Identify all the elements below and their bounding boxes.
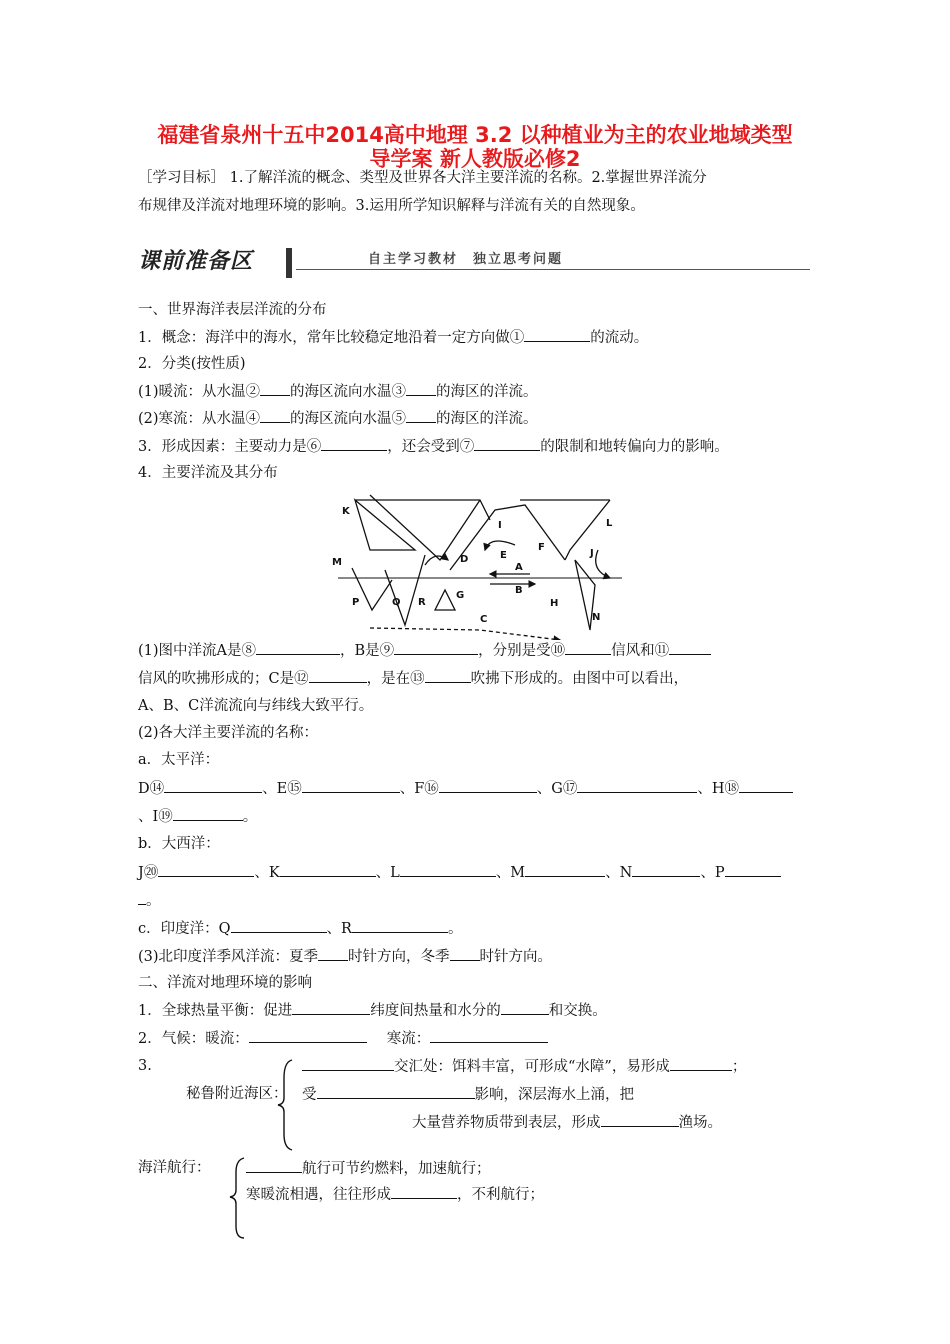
map-label-p: P bbox=[352, 597, 360, 608]
blank-15[interactable] bbox=[302, 778, 400, 793]
map-label-n: N bbox=[592, 612, 601, 623]
pacific-end: 。 bbox=[242, 809, 258, 825]
s2q1-text-c: 和交换。 bbox=[548, 1003, 607, 1019]
pacific-currents-row bbox=[138, 778, 793, 799]
south-mid bbox=[385, 555, 425, 625]
p4-names: (2)各大洋主要洋流的名称： bbox=[138, 725, 319, 741]
pacific-h: 、H⑱ bbox=[697, 781, 740, 797]
peru2-text-a: 受 bbox=[302, 1087, 317, 1103]
blank-22[interactable] bbox=[400, 862, 496, 877]
blank-24[interactable] bbox=[632, 862, 700, 877]
atlantic-currents-row-2 bbox=[138, 890, 161, 911]
blank-8[interactable] bbox=[256, 640, 340, 655]
s2q2-text-a: 2．气候：暖流： bbox=[138, 1031, 249, 1047]
peru1-text-a: 交汇处：饵料丰富，可形成“水障”，易形成 bbox=[394, 1059, 670, 1075]
section1-heading: 一、世界海洋表层洋流的分布 bbox=[138, 302, 327, 318]
p2-text-a: 信风的吹拂形成的；C是⑫ bbox=[138, 671, 309, 687]
s2q1-text-a: 1．全球热量平衡：促进 bbox=[138, 1003, 293, 1019]
pacific-e: 、E⑮ bbox=[262, 781, 302, 797]
cold-text-a: (2)寒流：从水温④ bbox=[138, 411, 261, 427]
p1-text-b: ，B是⑨ bbox=[340, 643, 395, 659]
objectives-line-1: ［学习目标］ 1.了解洋流的概念、类型及世界各大洋主要洋流的名称。2.掌握世界洋流分 bbox=[138, 170, 707, 186]
q3-factors bbox=[138, 436, 729, 457]
current-c-arrow bbox=[370, 628, 560, 640]
atlantic-p: 、P bbox=[700, 865, 725, 881]
p2-current-c bbox=[138, 668, 688, 689]
current-e-arrow bbox=[485, 541, 515, 550]
ocean-current-diagram bbox=[330, 490, 630, 640]
blank-35[interactable] bbox=[302, 1056, 394, 1071]
blank-21[interactable] bbox=[280, 862, 376, 877]
indian-q: c．印度洋：Q bbox=[138, 921, 231, 937]
q1-text-b: 的流动。 bbox=[590, 330, 649, 346]
p3-parallel: A、B、C洋流流向与纬线大致平行。 bbox=[138, 698, 374, 714]
map-label-b: B bbox=[515, 585, 523, 596]
peru3-text-b: 渔场。 bbox=[678, 1115, 722, 1131]
right-curve bbox=[596, 550, 610, 578]
blank-20[interactable] bbox=[158, 862, 254, 877]
document-subtitle: 导学案 新人教版必修2 bbox=[369, 147, 581, 171]
map-label-l: L bbox=[606, 518, 613, 529]
atlantic-m: 、M bbox=[495, 865, 526, 881]
navigation-brace bbox=[228, 1156, 248, 1240]
blank-4[interactable] bbox=[260, 408, 290, 423]
map-label-h: H bbox=[550, 598, 559, 609]
map-label-a: A bbox=[515, 562, 523, 573]
warm-text-a: (1)暖流：从水温② bbox=[138, 384, 261, 400]
q2-cold-current bbox=[138, 408, 538, 429]
blank-37[interactable] bbox=[317, 1084, 475, 1099]
q3-text-a: 3．形成因素：主要动力是⑥ bbox=[138, 439, 322, 455]
banner-subtitle: 自主学习教材 独立思考问题 bbox=[368, 252, 564, 267]
monsoon-text-a: (3)北印度洋季风洋流：夏季 bbox=[138, 949, 319, 965]
banner-bar bbox=[286, 248, 292, 278]
s2-q3-number: 3. bbox=[138, 1058, 152, 1074]
peru1-text-b: ； bbox=[731, 1059, 747, 1075]
blank-23[interactable] bbox=[525, 862, 605, 877]
q3-text-c: 的限制和地转偏向力的影响。 bbox=[540, 439, 729, 455]
left-gyre bbox=[355, 500, 415, 550]
blank-5[interactable] bbox=[406, 408, 436, 423]
peru-line-3 bbox=[412, 1112, 722, 1133]
q1-text-a: 1．概念：海洋中的海水，常年比较稳定地沿着一定方向做① bbox=[138, 330, 525, 346]
blank-32[interactable] bbox=[501, 1000, 549, 1015]
blank-33[interactable] bbox=[249, 1028, 367, 1043]
atlantic-end: 。 bbox=[146, 893, 161, 909]
navigation-line-2 bbox=[246, 1184, 544, 1205]
s2-q1-heat bbox=[138, 1000, 607, 1021]
atlantic-j: J⑳ bbox=[138, 865, 159, 881]
p1-text-a: (1)图中洋流A是⑧ bbox=[138, 643, 257, 659]
pacific-i: 、I⑲ bbox=[138, 809, 173, 825]
right-edge bbox=[565, 500, 610, 560]
atlantic-currents-row bbox=[138, 862, 781, 883]
peru-line-2 bbox=[302, 1084, 634, 1105]
atlantic-label: b．大西洋： bbox=[138, 836, 220, 852]
s2q1-text-b: 纬度间热量和水分的 bbox=[370, 1003, 501, 1019]
q4-heading: 4．主要洋流及其分布 bbox=[138, 465, 278, 481]
map-label-q: Q bbox=[392, 597, 401, 608]
blank-17[interactable] bbox=[577, 778, 697, 793]
atlantic-k: 、K bbox=[254, 865, 280, 881]
monsoon-text-c: 时针方向。 bbox=[479, 949, 553, 965]
monsoon-currents bbox=[138, 946, 552, 967]
map-label-c: C bbox=[480, 614, 488, 625]
indian-currents-row bbox=[138, 918, 462, 939]
pacific-label: a．太平洋： bbox=[138, 752, 220, 768]
blank-10[interactable] bbox=[565, 640, 611, 655]
s2q2-text-b: 寒流： bbox=[386, 1031, 431, 1047]
blank-34[interactable] bbox=[430, 1028, 548, 1043]
blank-1[interactable] bbox=[524, 327, 590, 342]
blank-13[interactable] bbox=[425, 668, 471, 683]
q2-classification: 2．分类(按性质) bbox=[138, 356, 246, 372]
blank-39[interactable] bbox=[246, 1158, 302, 1173]
nav1-text: 航行可节约燃料，加速航行； bbox=[302, 1161, 491, 1177]
map-label-e: E bbox=[500, 550, 507, 561]
blank-2[interactable] bbox=[260, 381, 290, 396]
blank-19[interactable] bbox=[173, 806, 243, 821]
pacific-f: 、F⑯ bbox=[399, 781, 439, 797]
pacific-currents-row-2 bbox=[138, 806, 257, 827]
q1-concept bbox=[138, 327, 648, 348]
blank-6[interactable] bbox=[321, 436, 387, 451]
blank-11[interactable] bbox=[669, 640, 711, 655]
section2-heading: 二、洋流对地理环境的影响 bbox=[138, 975, 312, 991]
blank-30[interactable] bbox=[450, 946, 480, 961]
blank-12[interactable] bbox=[309, 668, 367, 683]
blank-29[interactable] bbox=[318, 946, 348, 961]
cold-text-c: 的海区的洋流。 bbox=[436, 411, 538, 427]
blank-7[interactable] bbox=[474, 436, 540, 451]
map-label-i: I bbox=[498, 520, 502, 531]
p1-text-c: ，分别是受⑩ bbox=[478, 643, 566, 659]
small-tri bbox=[435, 590, 455, 610]
atlantic-n: 、N bbox=[605, 865, 633, 881]
blank-36[interactable] bbox=[670, 1056, 732, 1071]
p2-text-c: 吹拂下形成的。由图中可以看出， bbox=[470, 671, 689, 687]
map-label-r: R bbox=[418, 597, 426, 608]
p2-text-b: ，是在⑬ bbox=[366, 671, 425, 687]
map-label-k: K bbox=[342, 506, 350, 517]
blank-38[interactable] bbox=[601, 1112, 679, 1127]
blank-27[interactable] bbox=[231, 918, 327, 933]
blank-16[interactable] bbox=[439, 778, 537, 793]
warm-text-b: 的海区流向水温③ bbox=[290, 384, 407, 400]
navigation-label: 海洋航行： bbox=[138, 1160, 211, 1176]
peru3-text-a: 大量营养物质带到表层，形成 bbox=[412, 1115, 601, 1131]
peru-brace bbox=[276, 1058, 296, 1152]
nav2-text-b: ，不利航行； bbox=[457, 1187, 544, 1203]
blank-28[interactable] bbox=[352, 918, 448, 933]
objectives-line-2: 布规律及洋流对地理环境的影响。3.运用所学知识解释与洋流有关的自然现象。 bbox=[138, 198, 645, 214]
banner-title: 课前准备区 bbox=[138, 249, 254, 274]
navigation-line-1 bbox=[246, 1158, 491, 1179]
blank-9[interactable] bbox=[394, 640, 478, 655]
blank-31[interactable] bbox=[292, 1000, 370, 1015]
map-label-j: J bbox=[590, 548, 594, 559]
p1-text-d: 信风和⑪ bbox=[611, 643, 670, 659]
blank-26[interactable] bbox=[138, 890, 146, 905]
atlantic-l: 、L bbox=[375, 865, 400, 881]
peru2-text-b: 影响，深层海水上涌，把 bbox=[474, 1087, 634, 1103]
pacific-g: 、G⑰ bbox=[536, 781, 578, 797]
blank-18[interactable] bbox=[739, 778, 793, 793]
q2-warm-current bbox=[138, 381, 538, 402]
indian-r: 、R bbox=[326, 921, 352, 937]
nav2-text-a: 寒暖流相遇，往往形成 bbox=[246, 1187, 391, 1203]
p1-currents-ab bbox=[138, 640, 711, 661]
map-label-m: M bbox=[332, 557, 342, 568]
blank-3[interactable] bbox=[406, 381, 436, 396]
cold-text-b: 的海区流向水温⑤ bbox=[290, 411, 407, 427]
map-label-d: D bbox=[460, 554, 469, 565]
warm-text-c: 的海区的洋流。 bbox=[436, 384, 538, 400]
banner-rule bbox=[296, 269, 810, 270]
peru-label: 秘鲁附近海区： bbox=[186, 1086, 288, 1102]
pacific-d: D⑭ bbox=[138, 781, 165, 797]
indian-end: 。 bbox=[447, 921, 463, 937]
blank-25[interactable] bbox=[725, 862, 781, 877]
blank-14[interactable] bbox=[164, 778, 262, 793]
document-title: 福建省泉州十五中2014高中地理 3.2 以种植业为主的农业地域类型 bbox=[157, 123, 793, 147]
blank-40[interactable] bbox=[391, 1184, 457, 1199]
monsoon-text-b: 时针方向，冬季 bbox=[348, 949, 450, 965]
peru-line-1 bbox=[302, 1056, 746, 1077]
map-label-f: F bbox=[538, 542, 545, 553]
section-banner bbox=[138, 244, 810, 282]
s2-q2-climate bbox=[138, 1028, 548, 1049]
map-label-g: G bbox=[456, 590, 465, 601]
q3-text-b: ，还会受到⑦ bbox=[387, 439, 475, 455]
